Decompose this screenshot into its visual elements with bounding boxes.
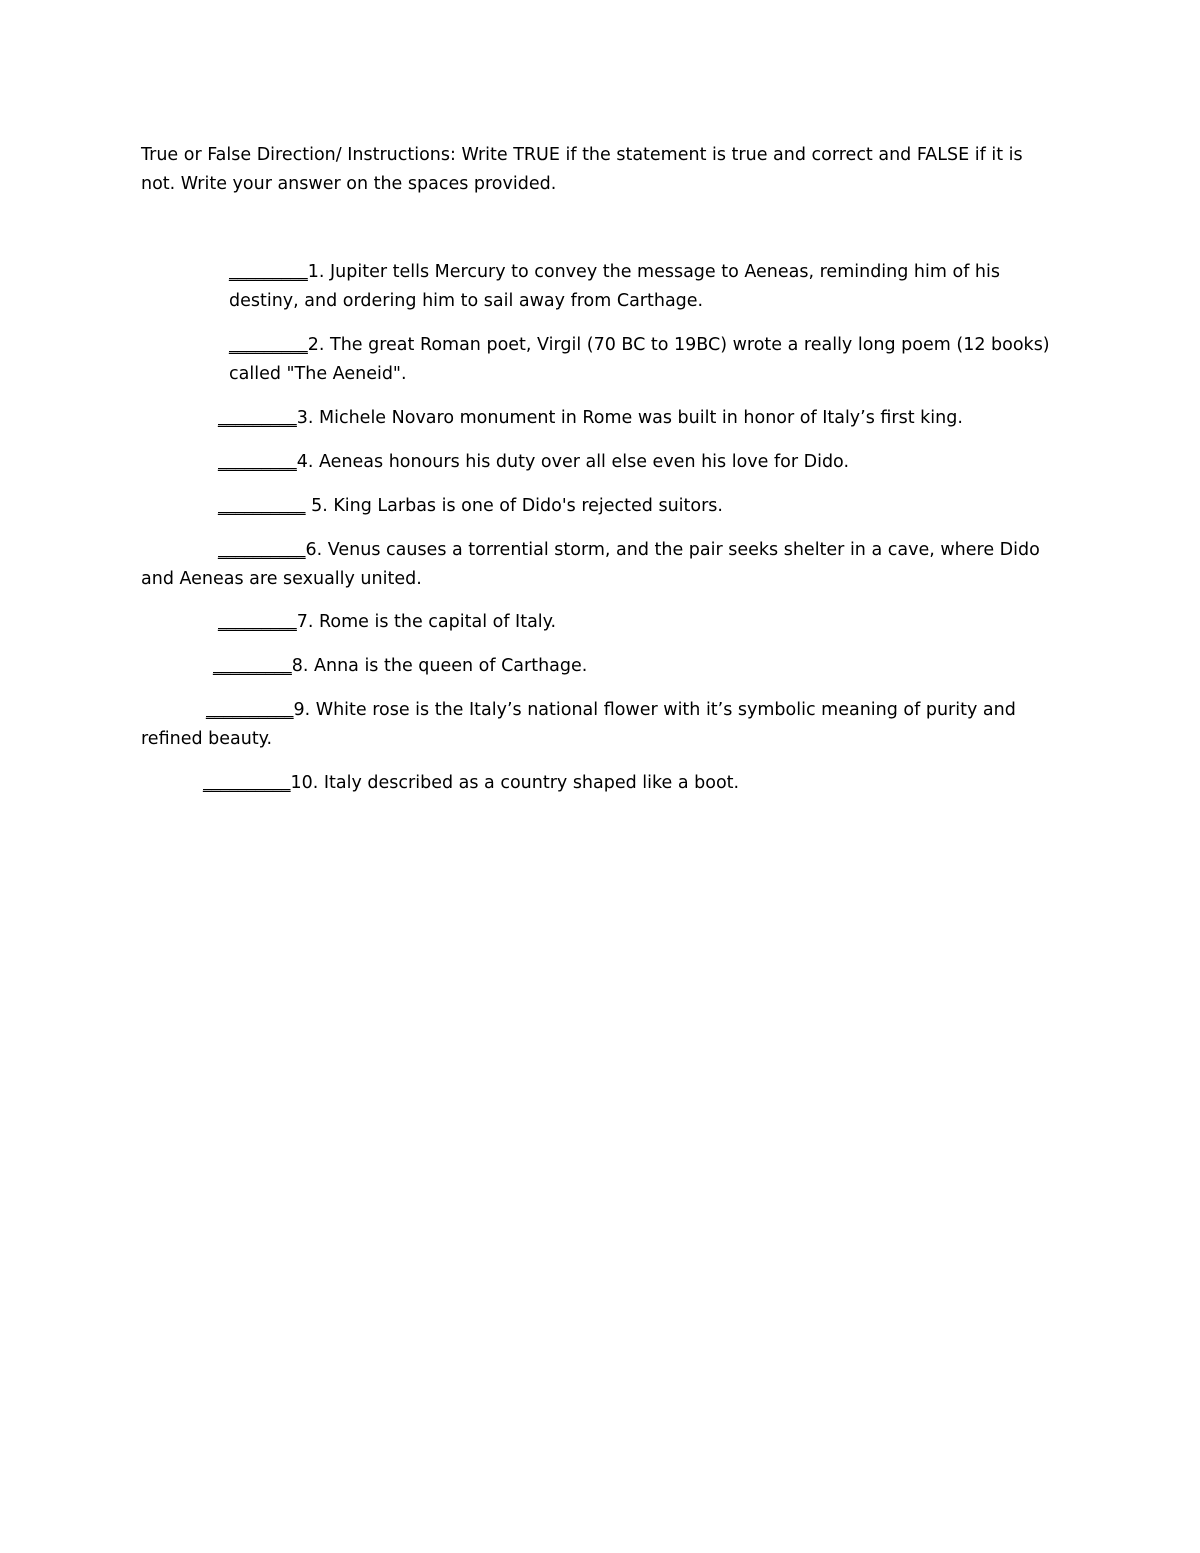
question-5 <box>218 492 723 521</box>
answer-blank[interactable]: _________ <box>229 262 308 282</box>
answer-blank[interactable]: __________ <box>206 700 294 720</box>
question-text-continued: destiny, and ordering him to sail away from Carthage. <box>229 291 704 311</box>
question-1 <box>229 258 1000 316</box>
instructions-line: not. Write your answer on the spaces provided. <box>141 174 557 194</box>
question-text: 5. King Larbas is one of Dido's rejected suitors. <box>305 496 723 516</box>
question-7 <box>218 608 556 637</box>
answer-blank[interactable]: _________ <box>218 452 297 472</box>
question-text: 3. Michele Novaro monument in Rome was built in honor of Italy’s first king. <box>296 408 963 428</box>
instructions-paragraph <box>141 141 1023 199</box>
question-text: 2. The great Roman poet, Virgil (70 BC to 19BC) wrote a really long poem (12 books) <box>307 335 1050 355</box>
question-2 <box>229 331 1050 389</box>
question-6 <box>141 536 1040 594</box>
question-text: 7. Rome is the capital of Italy. <box>296 612 557 632</box>
question-3 <box>218 404 963 433</box>
question-4 <box>218 448 849 477</box>
answer-blank[interactable]: __________ <box>203 773 291 793</box>
question-text: 6. Venus causes a torrential storm, and the pair seeks shelter in a cave, where Dido <box>305 540 1040 560</box>
question-9 <box>141 696 1016 754</box>
answer-blank[interactable]: __________ <box>218 540 306 560</box>
instructions-line: True or False Direction/ Instructions: Write TRUE if the statement is true and correct and FALSE if it is <box>141 145 1023 165</box>
question-text-continued: and Aeneas are sexually united. <box>141 569 422 589</box>
answer-blank[interactable]: _________ <box>213 656 292 676</box>
answer-blank[interactable]: _________ <box>218 612 297 632</box>
question-text: 8. Anna is the queen of Carthage. <box>291 656 588 676</box>
answer-blank[interactable]: __________ <box>218 496 306 516</box>
question-text-continued: called "The Aeneid". <box>229 364 407 384</box>
answer-blank[interactable]: _________ <box>218 408 297 428</box>
question-text: 1. Jupiter tells Mercury to convey the message to Aeneas, reminding him of his <box>307 262 1000 282</box>
answer-blank[interactable]: _________ <box>229 335 308 355</box>
question-10 <box>203 769 739 798</box>
question-text-continued: refined beauty. <box>141 729 273 749</box>
question-text: 4. Aeneas honours his duty over all else even his love for Dido. <box>296 452 850 472</box>
question-8 <box>213 652 587 681</box>
question-text: 9. White rose is the Italy’s national flower with it’s symbolic meaning of purity and <box>293 700 1016 720</box>
question-text: 10. Italy described as a country shaped like a boot. <box>290 773 740 793</box>
